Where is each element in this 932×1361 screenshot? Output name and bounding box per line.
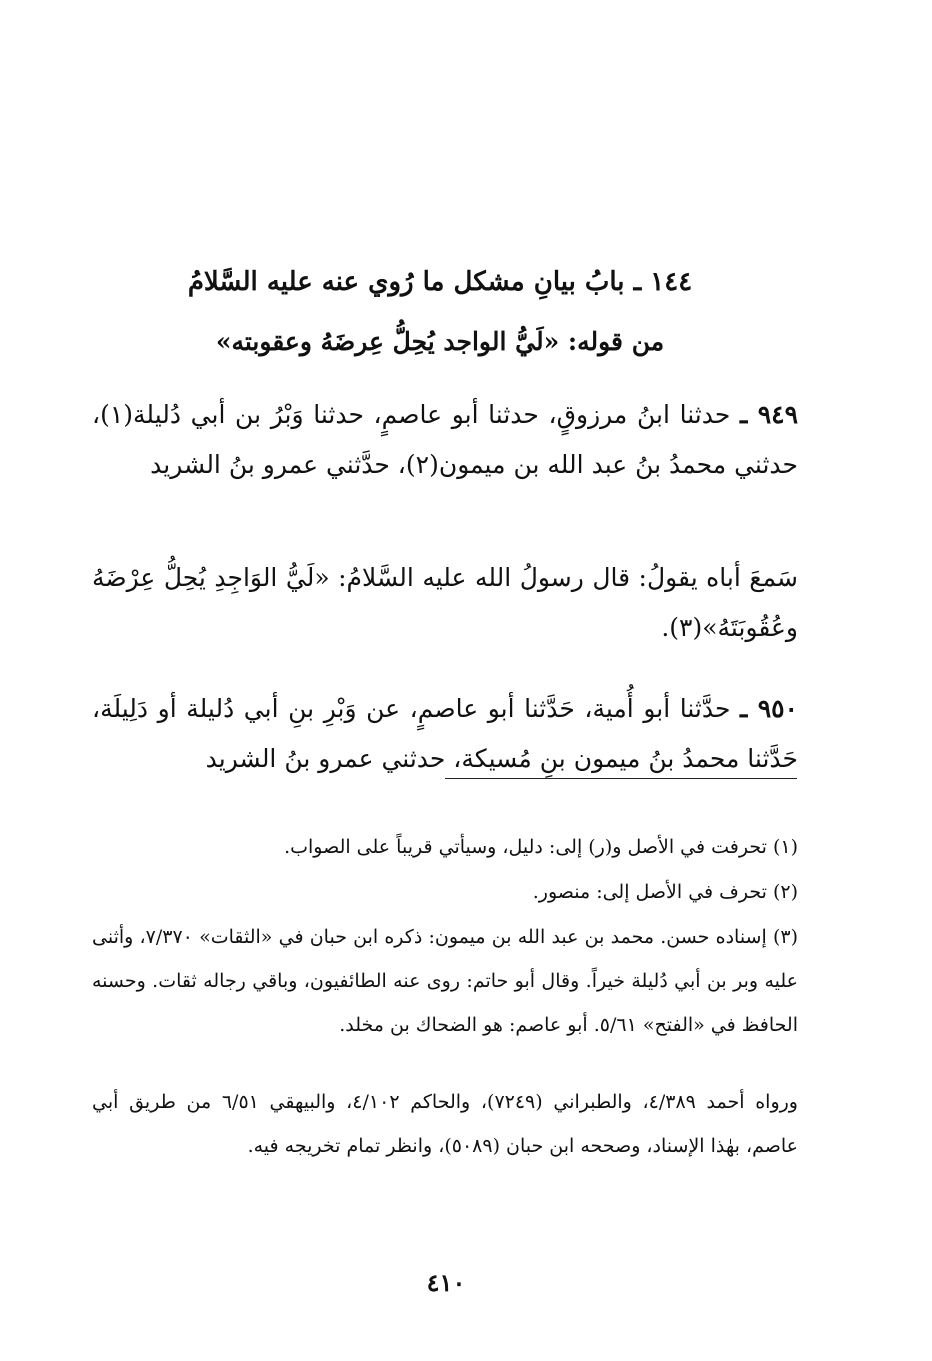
hadith-950-chain-text: حدَّثنا أبو أُمية، حَدَّثنا أبو عاصمٍ، عن وَبْرِ بنِ أبي دُليلة أو دَلِيلَة، حَدَّثنا محمدُ بنُ ميمون بنِ مُسيكة، حدثني عمرو بنُ الشريد xyxy=(92,694,798,773)
hadith-949-chain-text: حدثنا ابنُ مرزوقٍ، حدثنا أبو عاصمٍ، حدثنا وَبْرُ بن أبي دُليلة(١)، حدثني محمدُ بنُ عبد الله بن ميمون(٢)، حدَّثني عمرو بنُ الشريد xyxy=(92,400,798,479)
page-number: ٤١٠ xyxy=(426,1268,466,1297)
hadith-949-number: ٩٤٩ ـ xyxy=(739,400,799,429)
hadith-949-text: سَمعَ أباه يقولُ: قال رسولُ الله عليه السَّلامُ: «لَيُّ الوَاجِدِ يُحِلُّ عِرْضَهُ وعُقُوبَتَهُ»(٣). xyxy=(92,563,798,642)
footnote-3-continued: ورواه أحمد ٤/٣٨٩، والطبراني (٧٢٤٩)، والحاكم ٤/١٠٢، والبيهقي ٦/٥١ من طريق أبي عاصم، بهٰذا الإسناد، وصححه ابن حبان (٥٠٨٩)، وانظر تمام تخريجه فيه. xyxy=(92,1091,798,1157)
footnote-2: (٢) تحرف في الأصل إلى: منصور. xyxy=(532,881,798,903)
footnote-1: (١) تحرفت في الأصل و(ر) إلى: دليل، وسيأتي قريباً على الصواب. xyxy=(284,836,798,858)
hadith-949-chain xyxy=(92,390,798,490)
chapter-title: ١٤٤ ـ بابُ بيانِ مشكل ما رُوي عنه عليه السَّلامُ xyxy=(187,267,693,297)
hadith-950-chain xyxy=(92,684,798,784)
footnote-3: (٣) إسناده حسن. محمد بن عبد الله بن ميمون: ذكره ابن حبان في «الثقات» ٧/٣٧٠، وأثنى عليه وبر بن أبي دُليلة خيراً. وقال أبو حاتم: روى عنه الطائفيون، وباقي رجاله ثقات. وحسنه الحافظ في «الفتح» ٥/٦١. أبو عاصم: هو الضحاك بن مخلد. xyxy=(92,926,798,1036)
hadith-950-number: ٩٥٠ ـ xyxy=(740,694,798,723)
chapter-subtitle: من قوله: «لَيُّ الواجد يُحِلُّ عِرضَهُ وعقوبته» xyxy=(215,327,665,356)
footnote-separator xyxy=(445,778,797,779)
